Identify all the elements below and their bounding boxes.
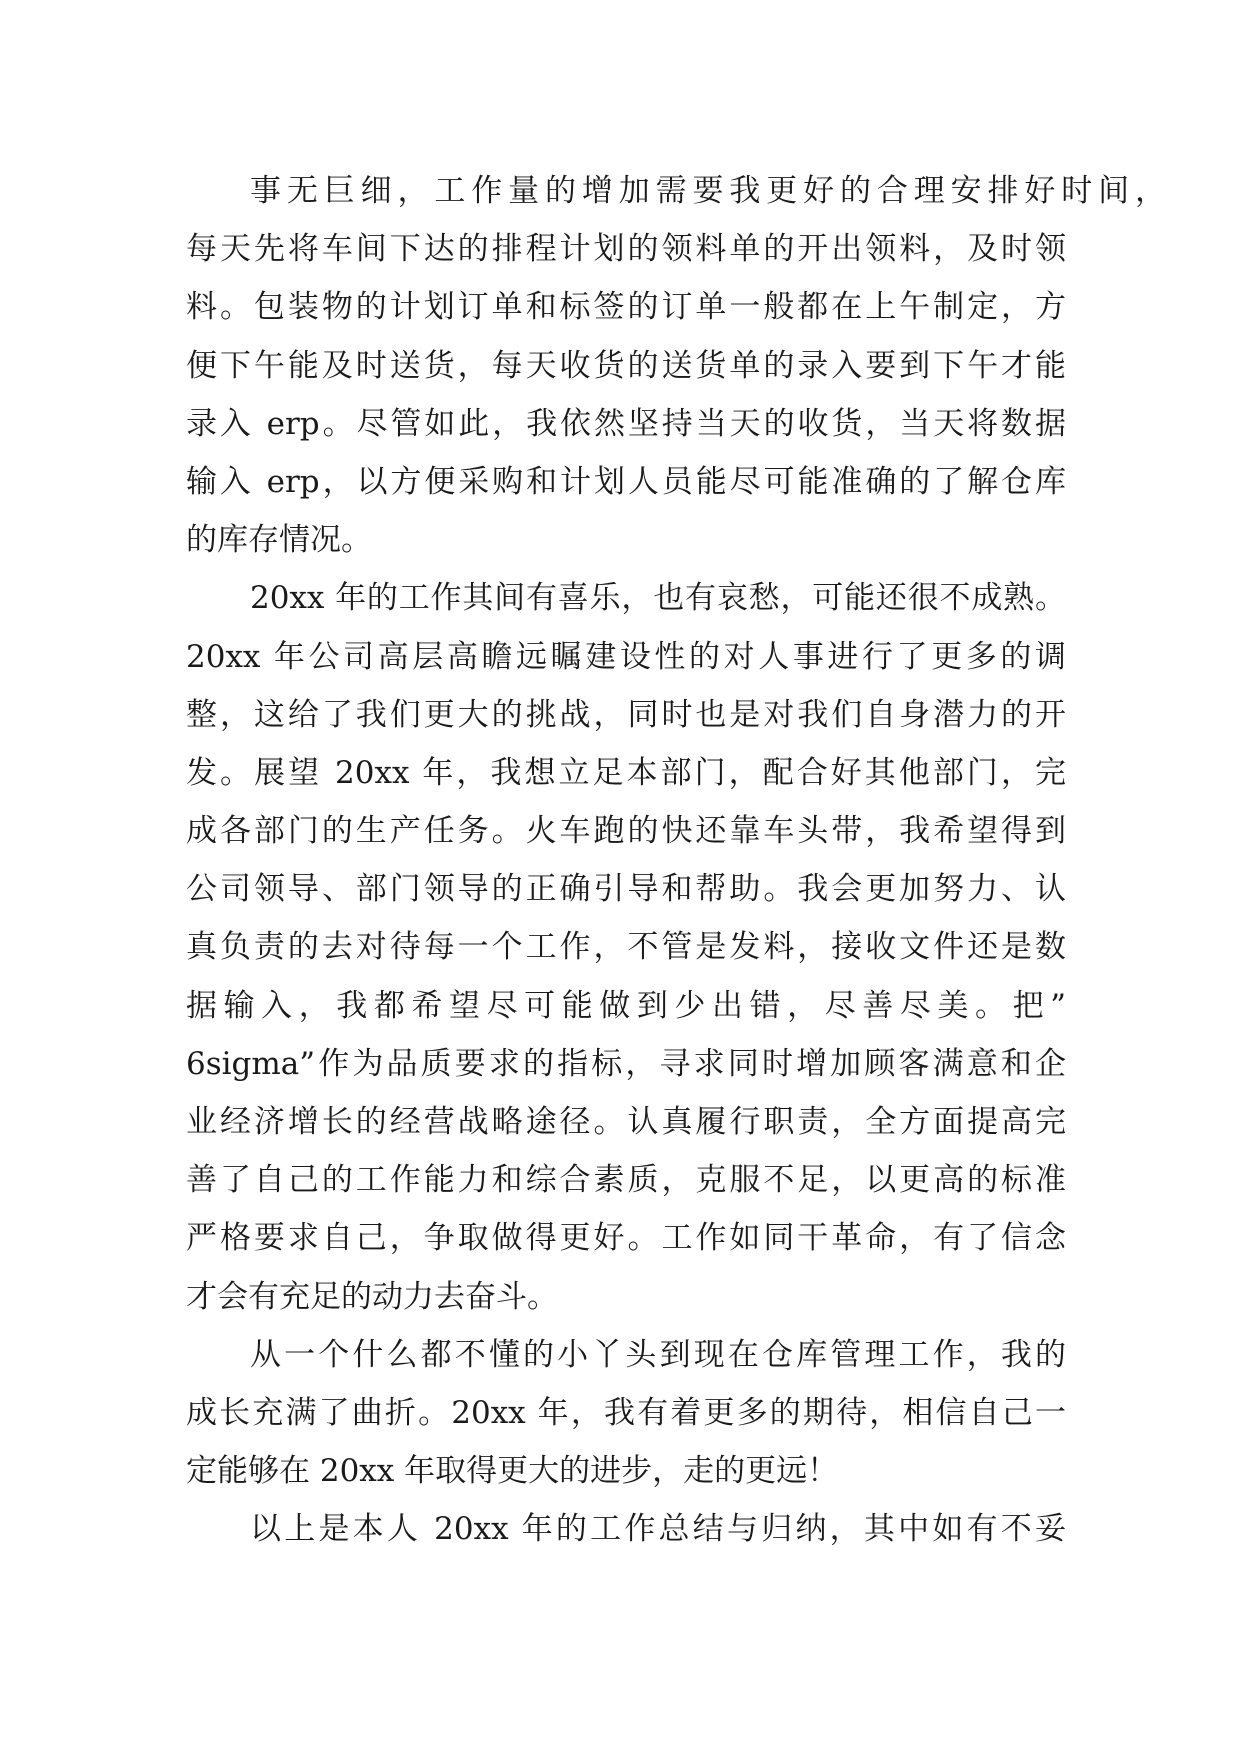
paragraph-line: 20xx 年的工作其间有喜乐，也有哀愁，可能还很不成熟。 <box>250 580 1066 617</box>
paragraph-line: 从一个什么都不懂的小丫头到现在仓库管理工作，我的 <box>250 1336 1066 1373</box>
paragraph-line: 整，这给了我们更大的挑战，同时也是对我们自身潜力的开 <box>186 696 1066 733</box>
document-body <box>186 162 1166 1559</box>
paragraph-line: 20xx 年公司高层高瞻远瞩建设性的对人事进行了更多的调 <box>186 638 1066 675</box>
paragraph-line: 以上是本人 20xx 年的工作总结与归纳，其中如有不妥 <box>250 1511 1066 1548</box>
paragraph-line: 成各部门的生产任务。火车跑的快还靠车头带，我希望得到 <box>186 813 1066 850</box>
paragraph-line: 事无巨细，工作量的增加需要我更好的合理安排好时间， <box>250 173 1166 209</box>
paragraph-line: 据输入，我都希望尽可能做到少出错，尽善尽美。把” <box>186 987 1066 1024</box>
paragraph-line: 输入 erp，以方便采购和计划人员能尽可能准确的了解仓库 <box>186 463 1066 500</box>
paragraph-line: 才会有充足的动力去奋斗。 <box>186 1278 558 1315</box>
paragraph-line: 6sigma”作为品质要求的指标，寻求同时增加顾客满意和企 <box>186 1045 1066 1082</box>
paragraph-line: 定能够在 20xx 年取得更大的进步，走的更远！ <box>186 1453 839 1490</box>
paragraph-line: 真负责的去对待每一个工作，不管是发料，接收文件还是数 <box>186 929 1066 966</box>
paragraph-line: 严格要求自己，争取做得更好。工作如同干革命，有了信念 <box>186 1220 1066 1257</box>
paragraph-line: 便下午能及时送货，每天收货的送货单的录入要到下午才能 <box>186 347 1066 384</box>
paragraph-line: 录入 erp。尽管如此，我依然坚持当天的收货，当天将数据 <box>186 405 1066 442</box>
paragraph-line: 发。展望 20xx 年，我想立足本部门，配合好其他部门，完 <box>186 754 1066 791</box>
paragraph-line: 料。包装物的计划订单和标签的订单一般都在上午制定，方 <box>186 289 1066 326</box>
paragraph-line: 成长充满了曲折。20xx 年，我有着更多的期待，相信自己一 <box>186 1394 1066 1431</box>
paragraph-line: 的库存情况。 <box>186 522 372 559</box>
paragraph-line: 善了自己的工作能力和综合素质，克服不足，以更高的标准 <box>186 1162 1066 1199</box>
paragraph-line: 每天先将车间下达的排程计划的领料单的开出领料，及时领 <box>186 231 1066 268</box>
paragraph-line: 公司领导、部门领导的正确引导和帮助。我会更加努力、认 <box>186 871 1066 908</box>
paragraph-line: 业经济增长的经营战略途径。认真履行职责，全方面提高完 <box>186 1104 1066 1140</box>
